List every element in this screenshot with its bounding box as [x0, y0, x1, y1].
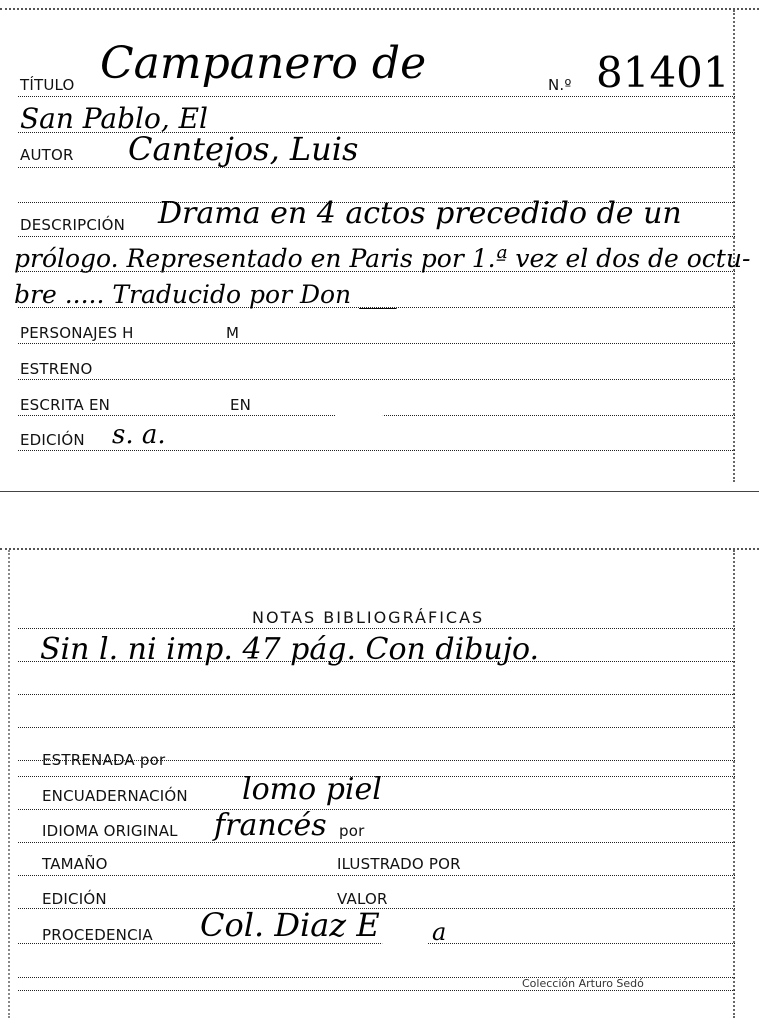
procedencia-label: PROCEDENCIA — [42, 926, 153, 944]
card-right-edge — [733, 550, 735, 1018]
estrenada-label: ESTRENADA por — [42, 751, 166, 769]
ruled-line — [18, 990, 735, 991]
paper-hole-mark — [335, 386, 383, 440]
card-top-edge — [0, 8, 759, 10]
ruled-line — [18, 450, 735, 451]
ruled-line — [18, 842, 735, 843]
personajes-label: PERSONAJES H — [20, 324, 134, 342]
encuadernacion-value: lomo piel — [242, 772, 382, 807]
autor-label: AUTOR — [20, 146, 74, 164]
catalog-card-back — [0, 540, 759, 1028]
card-left-edge — [8, 550, 10, 1018]
valor-label: VALOR — [337, 890, 388, 908]
collection-footer: Colección Arturo Sedó — [522, 977, 644, 990]
edicion-label: EDICIÓN — [42, 890, 107, 908]
ruled-line — [18, 694, 735, 695]
edicion-label: EDICIÓN — [20, 431, 85, 449]
descripcion-line-2: prólogo. Representado en Paris por 1.ª vez el dos de octu- — [14, 244, 751, 273]
procedencia-value: Col. Diaz E — [200, 906, 380, 944]
idioma-original-label: IDIOMA ORIGINAL — [42, 822, 178, 840]
numero-value: 81401 — [596, 48, 730, 97]
ruled-line — [18, 727, 735, 728]
ruled-line — [18, 628, 735, 629]
descripcion-line-3: bre ..... Traducido por Don ___ — [14, 280, 397, 309]
titulo-label: TÍTULO — [20, 76, 75, 94]
titulo-value-continued: San Pablo, El — [20, 102, 209, 135]
card-bottom-edge — [0, 491, 759, 492]
descripcion-line-1: Drama en 4 actos precedido de un — [158, 196, 682, 231]
notas-heading: NOTAS BIBLIOGRÁFICAS — [252, 608, 485, 627]
estreno-label: ESTRENO — [20, 360, 93, 378]
ruled-line — [18, 236, 735, 237]
personajes-m-label: M — [226, 324, 240, 342]
idioma-por-label: por — [339, 822, 365, 840]
ruled-line — [18, 167, 735, 168]
notas-value: Sin l. ni imp. 47 pág. Con dibujo. — [40, 632, 540, 667]
escrita-en-label: ESCRITA EN — [20, 396, 111, 414]
encuadernacion-label: ENCUADERNACIÓN — [42, 787, 188, 805]
titulo-value: Campanero de — [100, 38, 427, 89]
paper-hole-mark — [382, 912, 428, 968]
procedencia-value-end: a — [432, 918, 447, 946]
escrita-en-second-label: EN — [230, 396, 252, 414]
catalog-card-front — [0, 0, 759, 492]
ruled-line — [18, 875, 735, 876]
edicion-value: s. a. — [112, 420, 166, 450]
ruled-line — [18, 343, 735, 344]
ruled-line — [18, 809, 735, 810]
numero-label: N.º — [548, 76, 572, 94]
card-top-edge — [0, 548, 759, 550]
idioma-original-value: francés — [214, 808, 327, 843]
ilustrado-por-label: ILUSTRADO POR — [337, 855, 461, 873]
tamano-label: TAMAÑO — [42, 855, 108, 873]
ruled-line — [18, 379, 735, 380]
autor-value: Cantejos, Luis — [128, 130, 359, 168]
descripcion-label: DESCRIPCIÓN — [20, 216, 126, 234]
